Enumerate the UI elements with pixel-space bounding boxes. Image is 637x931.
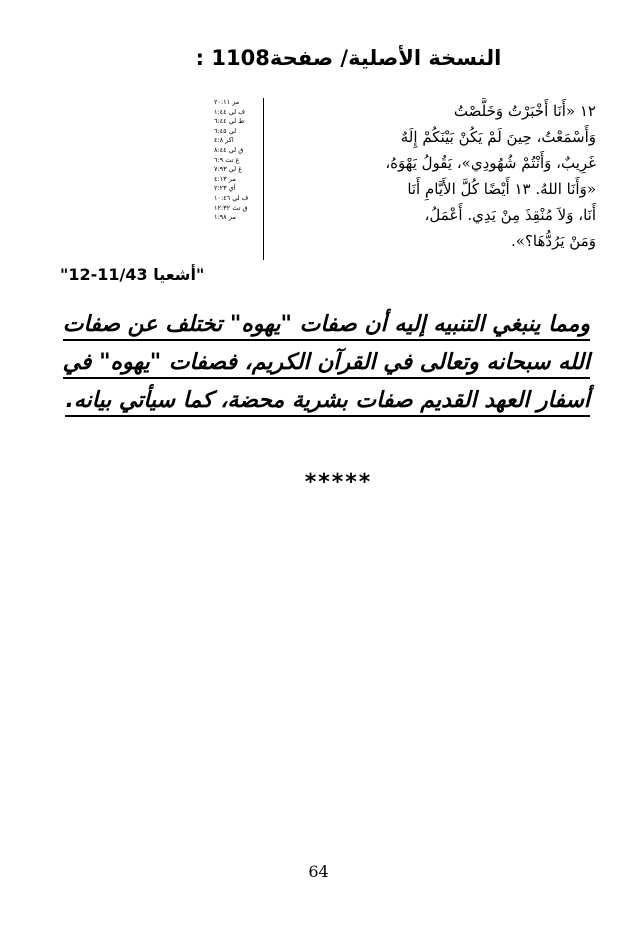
body-line: ومما ينبغي التنبيه إليه أن صفات "يهوه" تختلف عن صفات [63,312,590,341]
margin-ref: أي ٢:٢٣ [214,184,236,193]
body-line: أسفار العهد القديم صفات بشرية محضة، كما سيأتي بيانه. [65,388,590,417]
margin-ref: ع تث ٦:٩ [214,155,240,164]
margin-ref: ط لي ٦:٤٤ [214,117,245,126]
body-line: الله سبحانه وتعالى في القرآن الكريم، فصفات "يهوه" في [63,350,590,379]
scripture-citation: "12-11/43 أشعيا" [60,265,205,284]
margin-ref: مز ٢٠:١١ [214,98,240,106]
margin-ref: ف لي ١:٤٤ [214,107,245,116]
margin-ref: غ لي ٧:٩٣ [214,165,243,174]
margin-ref: لي ٦:٤٥ [214,126,237,135]
verse-line: غَرِيبٌ، وَأَنْتُمْ شُهُودِي»، يَقُولُ يَهْوَهُ، [385,154,596,172]
margin-references [214,98,264,260]
verse-line: ١٢ «أَنَا أَخْبَرْتُ وَخَلَّصْتُ [453,102,596,120]
margin-ref: مر ٤:١٣ [214,174,236,183]
page-number: 64 [308,862,329,881]
margin-ref: ف لي ١٠:٤٦ [214,193,249,202]
verse-line: «وَأَنَا اللهُ. ١٣ أَيْضًا كُلَّ الأَيَّامِ أَنَا [407,180,596,198]
margin-ref: ق تث ١٢:٣٢ [214,203,248,212]
body-paragraph [52,312,590,430]
margin-ref: مز ١:٩٨ [214,213,236,222]
scripture-excerpt [270,98,596,258]
verse-line: وَأَسْمَعْتُ، حِينَ لَمْ يَكُنْ بَيْنَكُمْ إِلَهٌ [400,128,596,146]
verse-line: أَنَا، وَلاَ مُنْقِذَ مِنْ يَدِي. أَعْمَلُ، [424,206,596,224]
margin-ref: اكر ٤:٨ [214,136,234,145]
section-separator: ***** [304,470,373,495]
margin-ref: ق لي ٨:٤٤ [214,145,244,154]
verse-line: وَمَنْ يَرُدُّهَا؟». [511,232,596,250]
page-header: النسخة الأصلية/ صفحة1108 : [195,46,502,70]
